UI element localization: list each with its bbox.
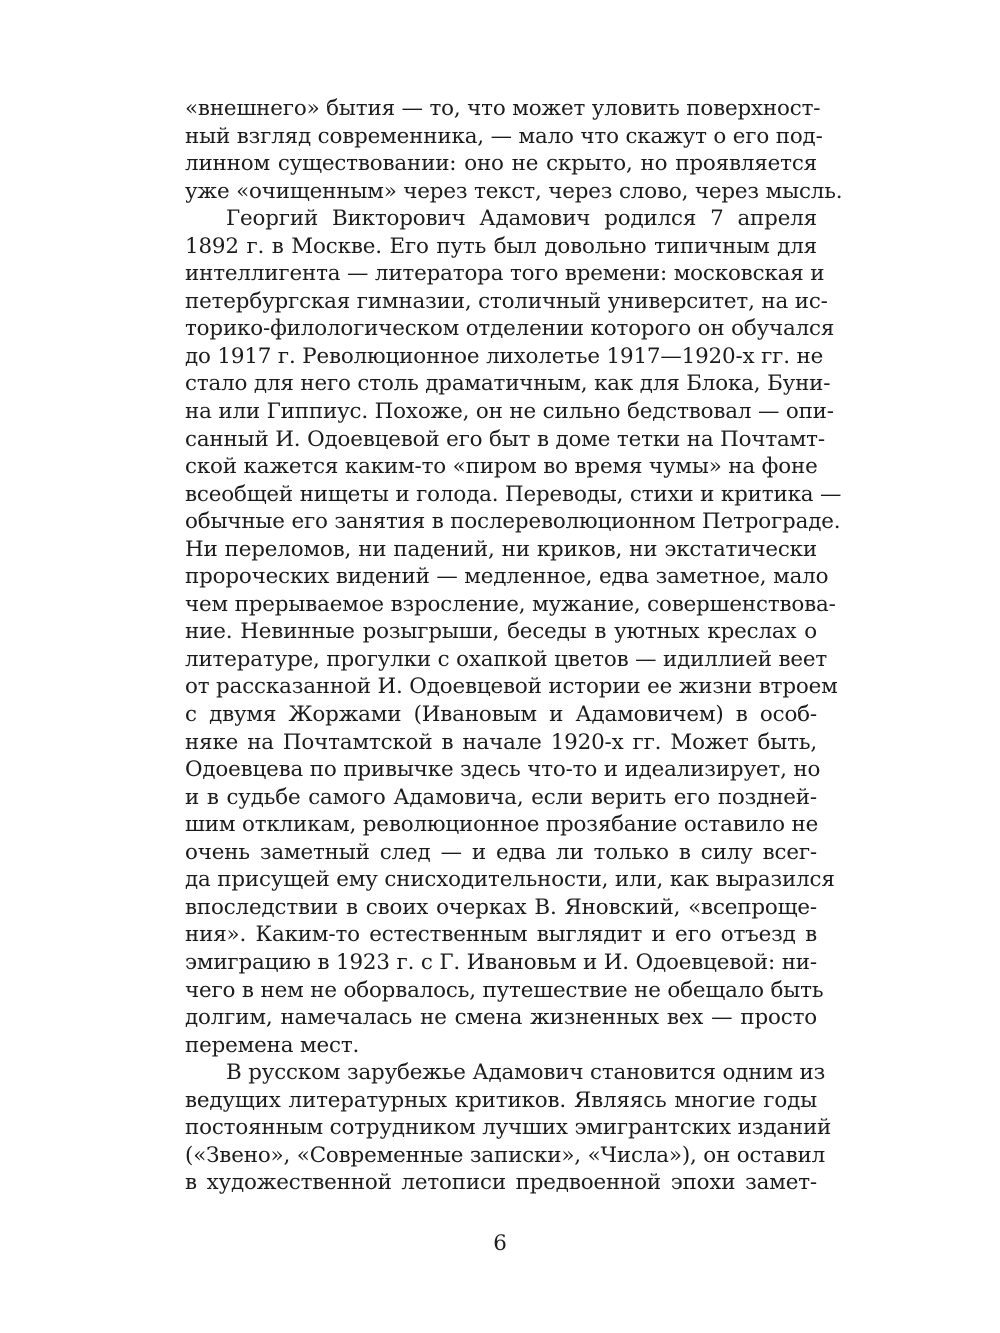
- text-line: 1892 г. в Москве. Его путь был довольно типичным для: [185, 233, 817, 259]
- text-line: эмиграцию в 1923 г. с Г. Ивановьм и И. Одоевцевой: ни-: [185, 949, 817, 975]
- text-line: обычные его занятия в послереволюционном Петрограде.: [185, 509, 841, 535]
- text-line: шим откликам, революционное прозябание оставило не: [185, 812, 819, 838]
- text-line: стало для него столь драматичным, как для Блока, Буни-: [185, 371, 831, 397]
- text-line: пророческих видений — медленное, едва заметное, мало: [185, 564, 829, 590]
- text-line: ный взгляд современника, — мало что скажут о его под-: [185, 123, 823, 149]
- text-line: очень заметный след — и едва ли только в силу всег-: [185, 839, 817, 865]
- text-line: уже «очищенным» через текст, через слово, через мысль.: [185, 178, 843, 204]
- text-line: торико-филологическом отделении которого он обучался: [185, 316, 835, 342]
- text-line: «внешнего» бытия — то, что может уловить поверхност-: [185, 96, 821, 121]
- text-line: литературе, прогулки с охапкой цветов — идиллией веет: [185, 646, 828, 672]
- text-line: Ни переломов, ни падений, ни криков, ни экстатически: [185, 536, 817, 562]
- body-text: [185, 95, 843, 1197]
- text-line: долгим, намечалась не смена жизненных вех — просто: [185, 1005, 817, 1031]
- text-line: чем прерываемое взросление, мужание, совершенствова-: [185, 591, 836, 617]
- page-number: 6: [493, 1231, 507, 1256]
- text-line: всеобщей нищеты и голода. Переводы, стихи и критика —: [185, 481, 842, 507]
- text-line: и в судьбе самого Адамовича, если верить его поздней-: [185, 784, 817, 810]
- text-line: постоянным сотрудником лучших эмигрантских изданий: [185, 1115, 832, 1141]
- text-line: интеллигента — литератора того времени: московская и: [185, 261, 825, 287]
- text-line: до 1917 г. Революционное лихолетье 1917—1920-х гг. не: [185, 343, 824, 369]
- text-line: («Звено», «Современные записки», «Числа»), он оставил: [185, 1142, 826, 1168]
- text-line: санный И. Одоевцевой его быт в доме тетки на Почтамт-: [185, 426, 825, 452]
- text-line: няке на Почтамтской в начале 1920-х гг. Может быть,: [185, 729, 817, 755]
- text-line: ской кажется каким-то «пиром во время чумы» на фоне: [185, 454, 818, 480]
- text-line: Одоевцева по привычке здесь что-то и идеализирует, но: [185, 757, 821, 783]
- text-line: впоследствии в своих очерках В. Яновский, «всепроще-: [185, 894, 817, 920]
- text-line: ния». Каким-то естественным выглядит и его отъезд в: [185, 922, 817, 948]
- text-line: в художественной летописи предвоенной эпохи замет-: [185, 1170, 817, 1196]
- text-line: ведущих литературных критиков. Являясь многие годы: [185, 1087, 817, 1113]
- text-line: чего в нем не оборвалось, путешествие не обещало быть: [185, 977, 824, 1003]
- text-line: В русском зарубежье Адамович становится одним из: [226, 1060, 826, 1086]
- text-line: линном существовании: оно не скрыто, но проявляется: [185, 151, 817, 177]
- text-line: от рассказанной И. Одоевцевой истории ее жизни втроем: [185, 674, 838, 700]
- text-line: да присущей ему снисходительности, или, как выразился: [185, 867, 835, 893]
- text-line: на или Гиппиус. Похоже, он не сильно бедствовал — опи-: [185, 399, 834, 425]
- text-line: петербургская гимназии, столичный университет, на ис-: [185, 288, 828, 314]
- text-line: ние. Невинные розыгрыши, беседы в уютных креслах о: [185, 619, 817, 645]
- text-line: перемена мест.: [185, 1032, 360, 1058]
- text-line: Георгий Викторович Адамович родился 7 апреля: [226, 206, 817, 232]
- text-line: с двумя Жоржами (Ивановым и Адамовичем) в особ-: [185, 702, 817, 728]
